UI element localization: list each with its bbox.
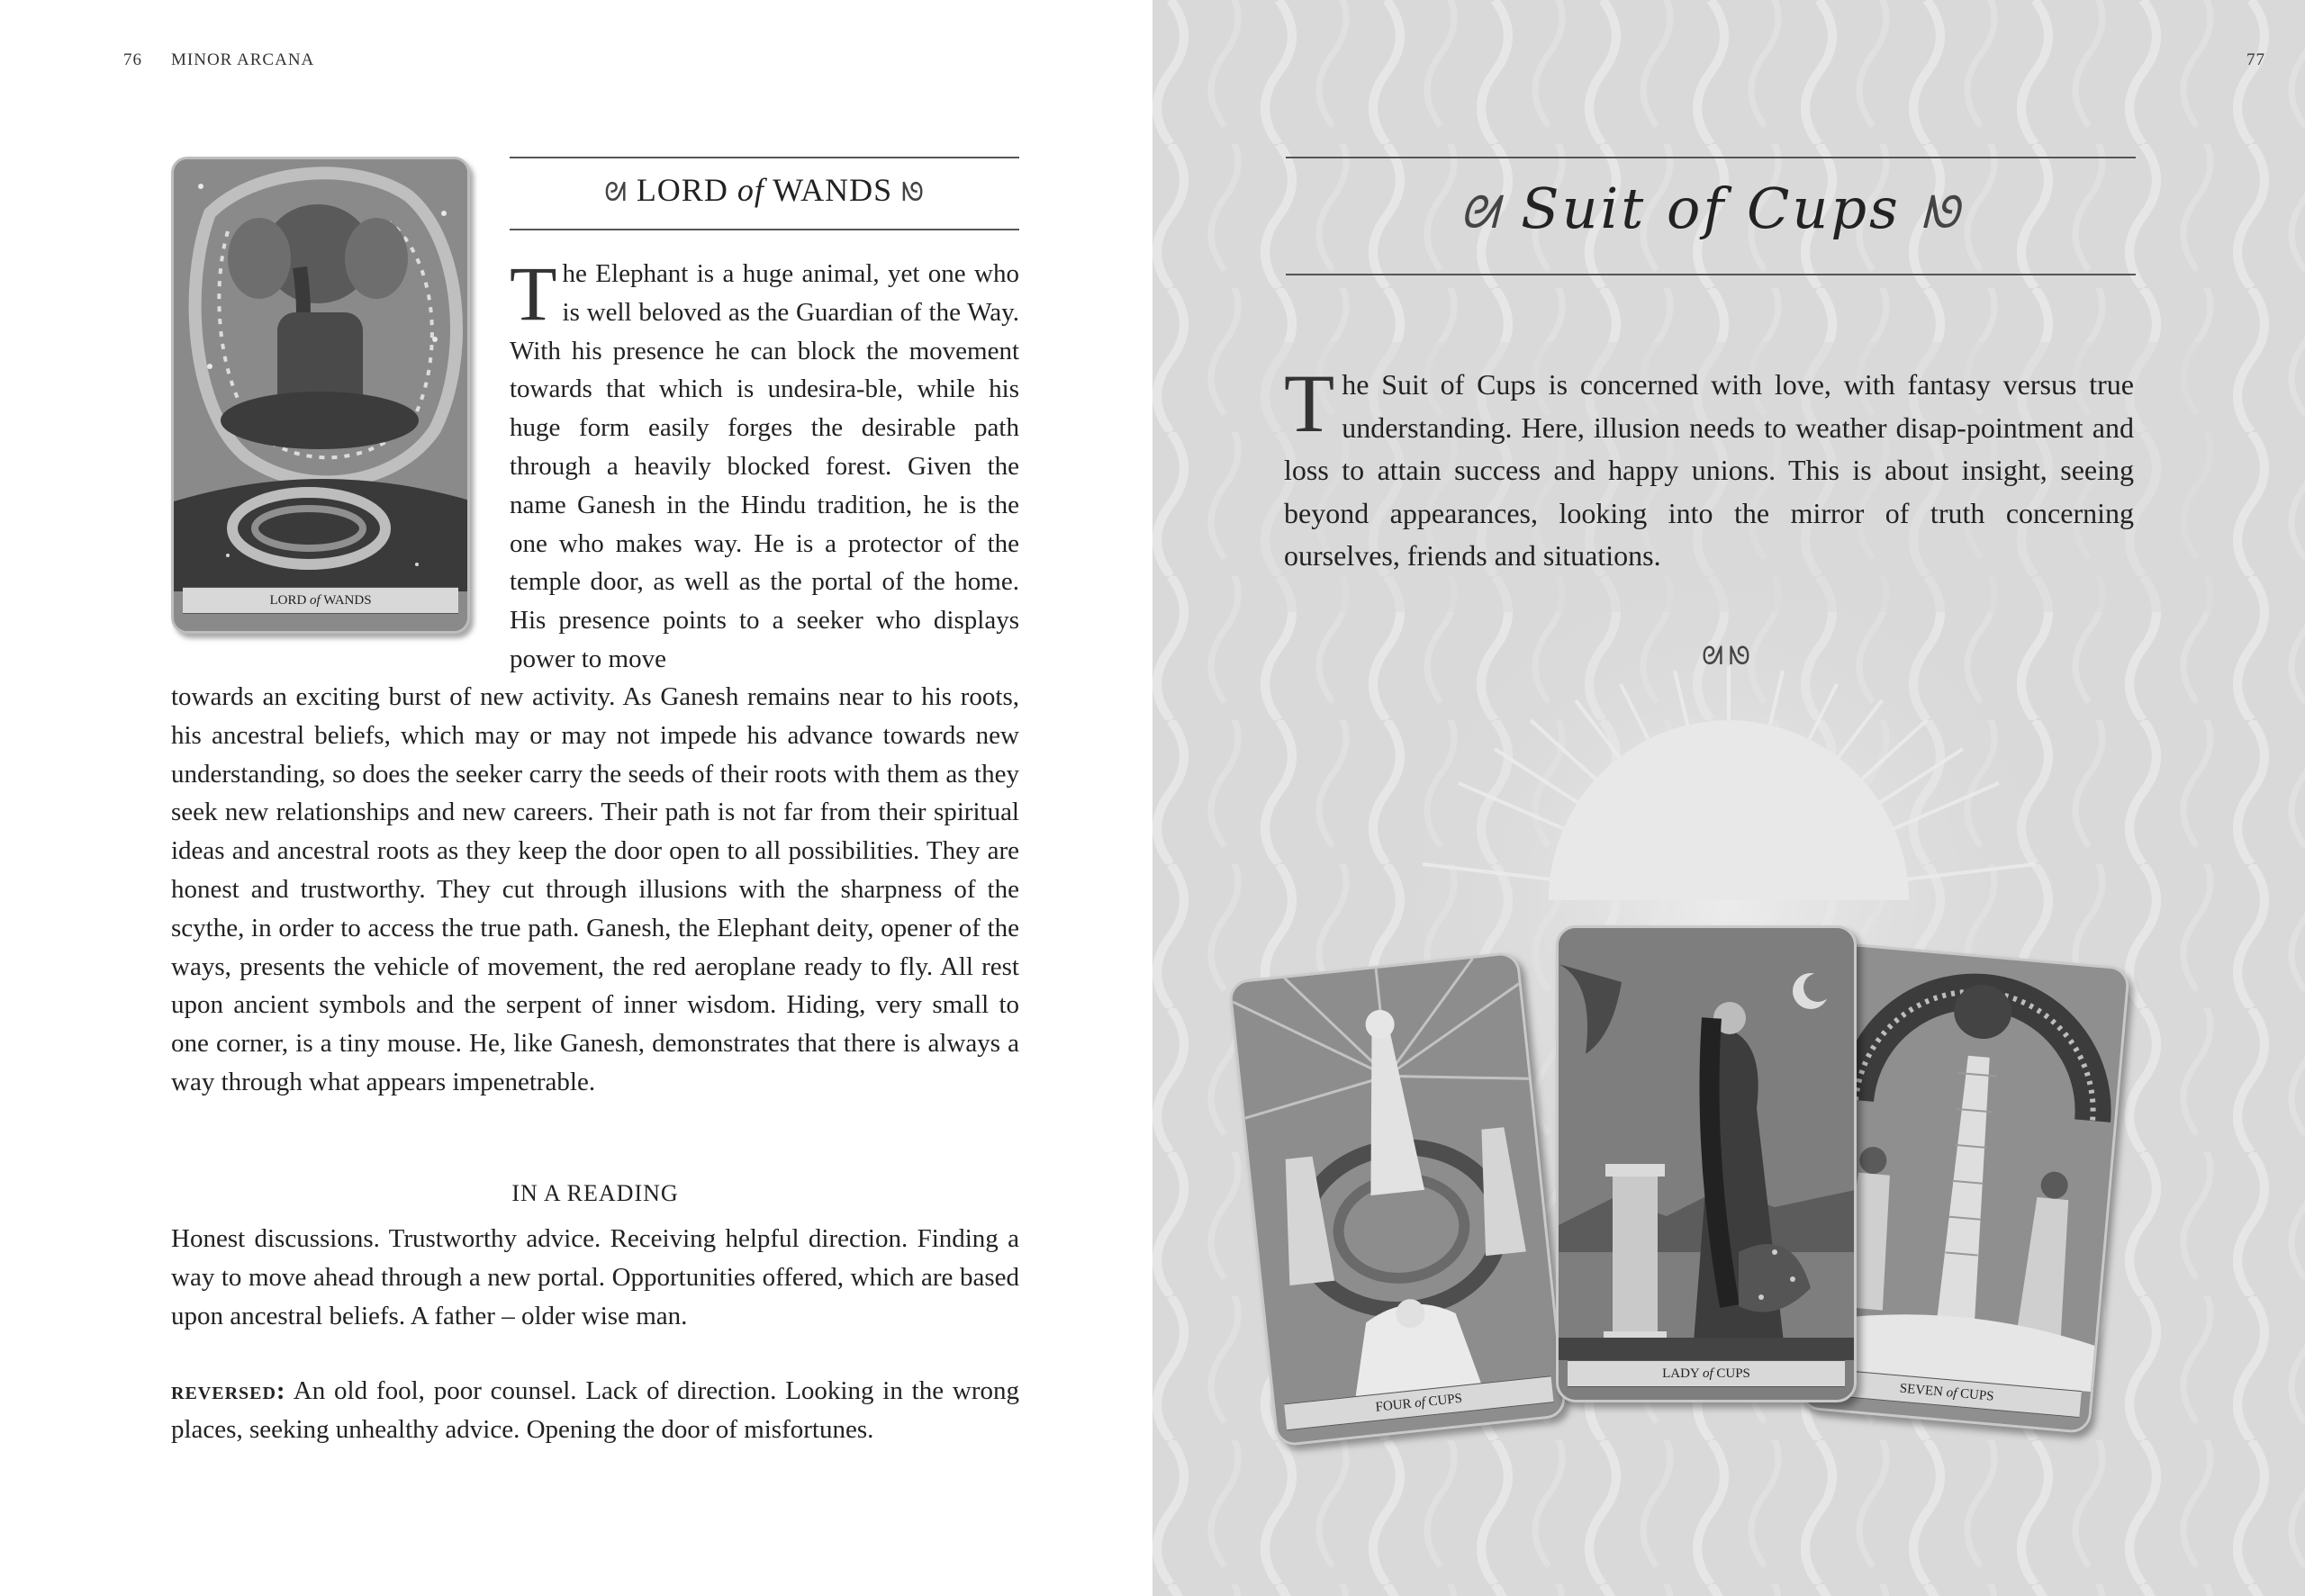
suit-heading-text: Suit of Cups	[1521, 176, 1901, 241]
caption-of: of	[310, 593, 321, 608]
caption-word: FOUR	[1374, 1396, 1416, 1415]
caption-of: of	[1945, 1385, 1958, 1402]
drop-cap: T	[510, 250, 557, 337]
caption-word: CUPS	[1713, 1366, 1750, 1381]
heading-rule-bottom	[510, 229, 1019, 230]
caption-word: CUPS	[1424, 1391, 1463, 1410]
caption-word: SEVEN	[1899, 1381, 1948, 1401]
card-caption-lady-of-cups	[1568, 1360, 1845, 1387]
suit-intro-paragraph	[1284, 357, 2134, 578]
fleuron-left-icon: ᘛ	[1460, 186, 1501, 239]
caption-of: of	[1702, 1366, 1713, 1381]
page-number-right: 77	[2246, 50, 2265, 69]
reading-paragraph: Honest discussions. Trustworthy advice. Receiving helpful direction. Finding a way to move ahead through a new portal. Opportunities offered, which are based upon ancestral beliefs. A father – older wise man.	[171, 1224, 1019, 1330]
right-page	[1152, 0, 2305, 1596]
fleuron-divider-icon: ᘛᘚ	[1702, 641, 1756, 671]
reversed-text: An old fool, poor counsel. Lack of direction. Looking in the wrong places, seeking unhealthy advice. Opening the door of misfortunes.	[171, 1376, 1019, 1444]
lady-of-cups-card-image	[1556, 925, 1857, 1402]
fleuron-left-icon: ᘛ	[604, 178, 628, 207]
caption-word: LADY	[1662, 1366, 1703, 1381]
suit-intro-text: he Suit of Cups is concerned with love, with fantasy versus true understanding. Here, illusion needs to weather disap-pointment and loss to attain success and happy unions. This is about insight, seeing beyond appearances, looking into the mirror of truth concerning ourselves, friends and situations.	[1284, 368, 2134, 572]
four-of-cups-card-image	[1228, 951, 1568, 1447]
intro-text: he Elephant is a huge animal, yet one who is well beloved as the Guardian of the Way. With his presence he can block the movement towards that which is undesira-ble, while his huge form easily forges the desirable path through a heavily blocked forest. Given the name Ganesh in the Hindu tradition, he is the one who makes way. He is a protector of the temple door, as well as the portal of the home. His presence points to a seeker who displays power to move	[510, 259, 1019, 673]
card-heading-lord-of-wands	[510, 171, 1019, 209]
suit-heading	[1286, 176, 2136, 241]
running-title: MINOR ARCANA	[171, 50, 315, 69]
caption-word: LORD	[269, 593, 311, 608]
main-paragraph: towards an exciting burst of new activity. As Ganesh remains near to his roots, his ancestral beliefs, which may or may not impede his advance towards new understanding, so does the seeker carry the seeds of their roots with them as they seek new relationships and new careers. Their path is not far from their spiritual ideas and ancestral roots as they keep the door open to all possibilities. They are honest and trustworthy. They cut through illusions with the sharpness of the scythe, in order to access the true path. Ganesh, the Elephant deity, opener of the ways, presents the vehicle of movement, the red aeroplane ready to fly. All rest upon ancient symbols and the serpent of inner wisdom. Hiding, very small to one corner, is a tiny mouse. He, like Ganesh, demonstrates that there is always a way through what appears impenetrable.	[171, 682, 1019, 1096]
caption-word: CUPS	[1956, 1386, 1995, 1404]
fleuron-right-icon: ᘚ	[901, 178, 925, 207]
reading-heading: IN A READING	[511, 1180, 679, 1206]
heading-rule-top	[510, 157, 1019, 158]
reversed-paragraph	[171, 1372, 1019, 1449]
heading-of: of	[737, 172, 764, 208]
caption-word: WANDS	[320, 593, 372, 608]
intro-paragraph	[510, 250, 1019, 679]
suit-heading-rule-top	[1286, 157, 2136, 158]
heading-word: WANDS	[764, 172, 893, 208]
drop-cap: T	[1284, 357, 1335, 449]
heading-word: LORD	[636, 172, 737, 208]
left-page	[0, 0, 1152, 1596]
page-number-left: 76	[123, 50, 142, 69]
lord-of-wands-card-image	[171, 157, 470, 634]
suit-heading-rule-bottom	[1286, 274, 2136, 275]
reversed-label: reversed:	[171, 1376, 286, 1405]
card-caption-lord-of-wands	[183, 587, 458, 614]
caption-of: of	[1414, 1395, 1426, 1411]
fleuron-right-icon: ᘚ	[1921, 186, 1962, 239]
